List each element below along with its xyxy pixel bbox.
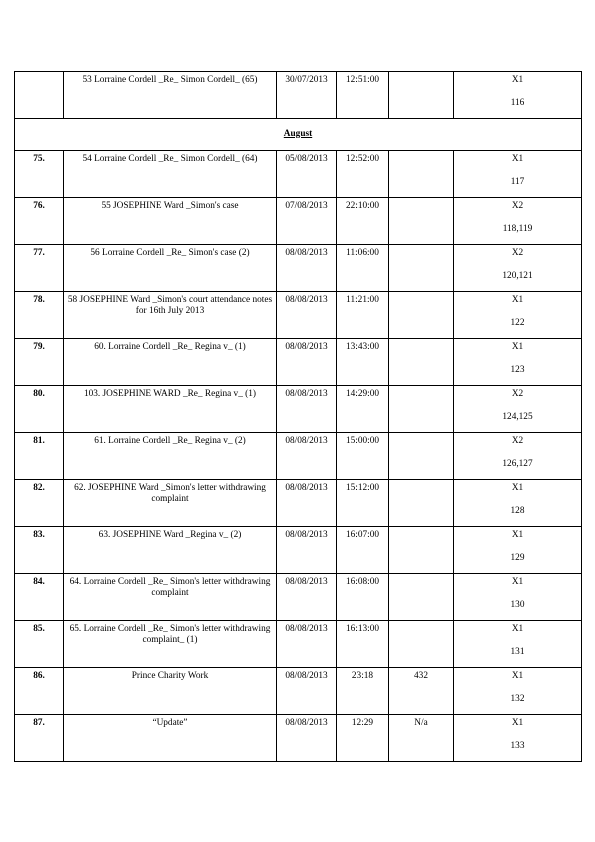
row-extra bbox=[389, 386, 454, 433]
row-number: 78. bbox=[15, 292, 64, 339]
row-time: 12:29 bbox=[337, 715, 389, 762]
row-reference-pages: 122 bbox=[510, 318, 525, 328]
row-date: 08/08/2013 bbox=[277, 433, 337, 480]
row-extra bbox=[389, 527, 454, 574]
row-reference bbox=[454, 668, 582, 715]
table-row bbox=[15, 621, 582, 668]
row-reference bbox=[454, 339, 582, 386]
row-time: 11:06:00 bbox=[337, 245, 389, 292]
table-row bbox=[15, 715, 582, 762]
row-reference-code: X2 bbox=[511, 201, 524, 211]
row-date: 08/08/2013 bbox=[277, 386, 337, 433]
row-number: 86. bbox=[15, 668, 64, 715]
row-date: 07/08/2013 bbox=[277, 198, 337, 245]
row-time: 16:08:00 bbox=[337, 574, 389, 621]
row-title: Prince Charity Work bbox=[64, 668, 277, 715]
row-time: 15:12:00 bbox=[337, 480, 389, 527]
row-reference-pages: 120,121 bbox=[502, 271, 533, 281]
row-time: 12:52:00 bbox=[337, 151, 389, 198]
row-number: 75. bbox=[15, 151, 64, 198]
row-time: 16:07:00 bbox=[337, 527, 389, 574]
row-number: 77. bbox=[15, 245, 64, 292]
row-extra bbox=[389, 198, 454, 245]
row-extra bbox=[389, 72, 454, 119]
row-date: 08/08/2013 bbox=[277, 245, 337, 292]
row-number bbox=[15, 72, 64, 119]
row-reference-pages: 133 bbox=[510, 741, 525, 751]
row-extra: 432 bbox=[389, 668, 454, 715]
row-extra bbox=[389, 292, 454, 339]
row-date: 08/08/2013 bbox=[277, 339, 337, 386]
row-extra bbox=[389, 245, 454, 292]
row-reference bbox=[454, 574, 582, 621]
row-reference bbox=[454, 198, 582, 245]
table-row bbox=[15, 198, 582, 245]
row-reference-pages: 132 bbox=[510, 694, 525, 704]
row-reference-pages: 116 bbox=[510, 98, 525, 108]
table-row bbox=[15, 292, 582, 339]
row-title: 61. Lorraine Cordell _Re_ Regina v_ (2) bbox=[64, 433, 277, 480]
table-row bbox=[15, 151, 582, 198]
row-reference bbox=[454, 621, 582, 668]
row-reference-code: X1 bbox=[511, 75, 524, 85]
row-date: 05/08/2013 bbox=[277, 151, 337, 198]
row-reference-pages: 129 bbox=[510, 553, 525, 563]
row-date: 30/07/2013 bbox=[277, 72, 337, 119]
row-number: 85. bbox=[15, 621, 64, 668]
table-row bbox=[15, 433, 582, 480]
table-row bbox=[15, 386, 582, 433]
row-extra bbox=[389, 433, 454, 480]
row-title: 56 Lorraine Cordell _Re_ Simon's case (2) bbox=[64, 245, 277, 292]
row-time: 22:10:00 bbox=[337, 198, 389, 245]
row-time: 12:51:00 bbox=[337, 72, 389, 119]
table-row bbox=[15, 72, 582, 119]
row-extra bbox=[389, 621, 454, 668]
row-reference bbox=[454, 151, 582, 198]
row-date: 08/08/2013 bbox=[277, 480, 337, 527]
row-number: 76. bbox=[15, 198, 64, 245]
row-reference bbox=[454, 292, 582, 339]
row-reference bbox=[454, 245, 582, 292]
row-title: 54 Lorraine Cordell _Re_ Simon Cordell_ (64) bbox=[64, 151, 277, 198]
row-title: 64. Lorraine Cordell _Re_ Simon's letter withdrawing complaint bbox=[64, 574, 277, 621]
table-row bbox=[15, 527, 582, 574]
row-reference-pages: 126,127 bbox=[502, 459, 533, 469]
row-reference-pages: 131 bbox=[510, 647, 525, 657]
row-time: 13:43:00 bbox=[337, 339, 389, 386]
row-number: 81. bbox=[15, 433, 64, 480]
row-date: 08/08/2013 bbox=[277, 527, 337, 574]
month-label: August bbox=[283, 129, 313, 139]
row-reference-code: X1 bbox=[511, 577, 524, 587]
row-extra bbox=[389, 574, 454, 621]
row-number: 80. bbox=[15, 386, 64, 433]
log-table-body bbox=[15, 72, 582, 762]
row-reference bbox=[454, 715, 582, 762]
row-date: 08/08/2013 bbox=[277, 292, 337, 339]
row-reference-code: X2 bbox=[511, 436, 524, 446]
row-title: 55 JOSEPHINE Ward _Simon's case bbox=[64, 198, 277, 245]
row-extra: N/a bbox=[389, 715, 454, 762]
table-row bbox=[15, 668, 582, 715]
month-divider-row bbox=[15, 119, 582, 151]
row-reference bbox=[454, 480, 582, 527]
row-time: 11:21:00 bbox=[337, 292, 389, 339]
row-time: 14:29:00 bbox=[337, 386, 389, 433]
row-title: 58 JOSEPHINE Ward _Simon's court attendance notes for 16th July 2013 bbox=[64, 292, 277, 339]
row-reference-code: X1 bbox=[511, 342, 524, 352]
row-reference bbox=[454, 527, 582, 574]
row-reference-code: X1 bbox=[511, 154, 524, 164]
row-title: 65. Lorraine Cordell _Re_ Simon's letter withdrawing complaint_ (1) bbox=[64, 621, 277, 668]
row-reference-pages: 130 bbox=[510, 600, 525, 610]
row-reference-code: X1 bbox=[511, 624, 524, 634]
row-reference bbox=[454, 72, 582, 119]
row-reference bbox=[454, 433, 582, 480]
row-reference-code: X1 bbox=[511, 671, 524, 681]
row-extra bbox=[389, 339, 454, 386]
row-reference-pages: 117 bbox=[510, 177, 525, 187]
row-number: 84. bbox=[15, 574, 64, 621]
row-number: 87. bbox=[15, 715, 64, 762]
row-number: 79. bbox=[15, 339, 64, 386]
row-extra bbox=[389, 480, 454, 527]
row-number: 83. bbox=[15, 527, 64, 574]
row-date: 08/08/2013 bbox=[277, 715, 337, 762]
row-title: 53 Lorraine Cordell _Re_ Simon Cordell_ (65) bbox=[64, 72, 277, 119]
row-reference bbox=[454, 386, 582, 433]
row-time: 23:18 bbox=[337, 668, 389, 715]
row-date: 08/08/2013 bbox=[277, 574, 337, 621]
row-title: 103. JOSEPHINE WARD _Re_ Regina v_ (1) bbox=[64, 386, 277, 433]
row-reference-pages: 123 bbox=[510, 365, 525, 375]
row-reference-code: X1 bbox=[511, 718, 524, 728]
row-reference-code: X2 bbox=[511, 389, 524, 399]
month-cell bbox=[15, 119, 582, 151]
row-number: 82. bbox=[15, 480, 64, 527]
row-date: 08/08/2013 bbox=[277, 621, 337, 668]
row-reference-code: X1 bbox=[511, 530, 524, 540]
table-row bbox=[15, 245, 582, 292]
table-row bbox=[15, 480, 582, 527]
row-reference-code: X1 bbox=[511, 295, 524, 305]
row-reference-pages: 118,119 bbox=[502, 224, 533, 234]
row-date: 08/08/2013 bbox=[277, 668, 337, 715]
row-reference-code: X1 bbox=[511, 483, 524, 493]
table-row bbox=[15, 574, 582, 621]
row-title: 62. JOSEPHINE Ward _Simon's letter withdrawing complaint bbox=[64, 480, 277, 527]
row-title: “Update” bbox=[64, 715, 277, 762]
row-extra bbox=[389, 151, 454, 198]
row-reference-pages: 124,125 bbox=[502, 412, 533, 422]
row-title: 60. Lorraine Cordell _Re_ Regina v_ (1) bbox=[64, 339, 277, 386]
table-row bbox=[15, 339, 582, 386]
row-reference-pages: 128 bbox=[510, 506, 525, 516]
document-log-table bbox=[14, 71, 582, 762]
row-title: 63. JOSEPHINE Ward _Regina v_ (2) bbox=[64, 527, 277, 574]
row-time: 15:00:00 bbox=[337, 433, 389, 480]
row-time: 16:13:00 bbox=[337, 621, 389, 668]
row-reference-code: X2 bbox=[511, 248, 524, 258]
